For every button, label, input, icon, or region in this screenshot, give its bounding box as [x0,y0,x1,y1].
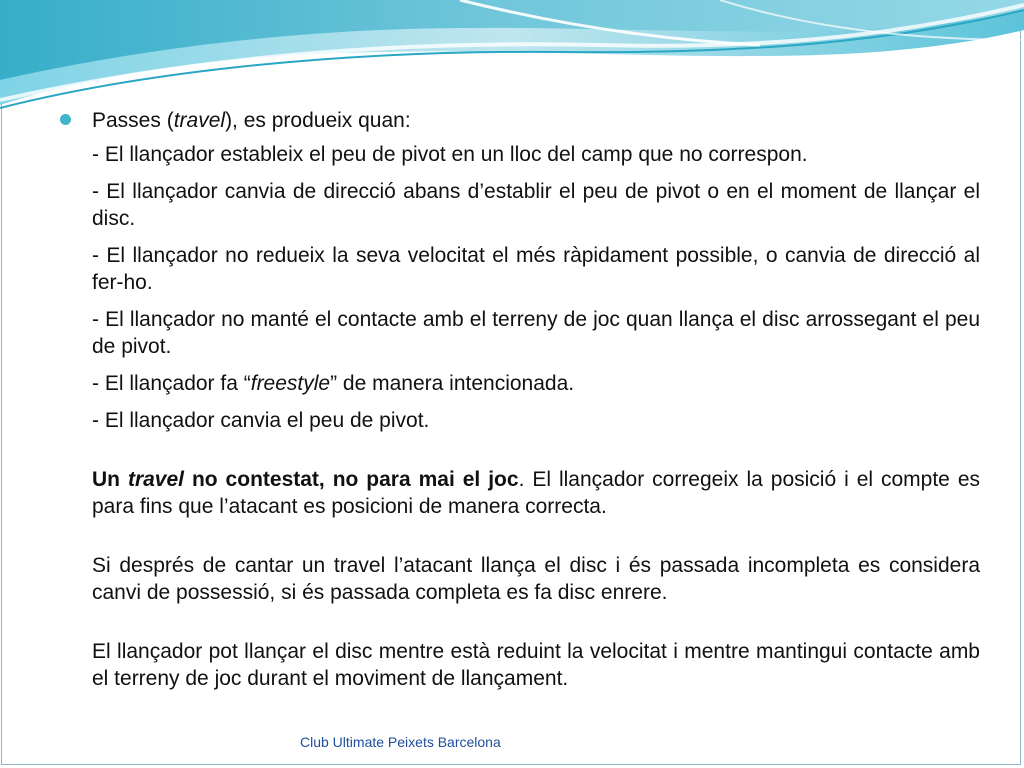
heading-text-before: Passes ( [92,109,174,132]
list-item [92,370,980,397]
item-text-after: ” de manera intencionada. [330,372,575,395]
list-item: - El llançador estableix el peu de pivot en un lloc del camp que no correspon. [92,143,808,166]
spacer [92,616,980,638]
bold-italic-term: travel [127,468,184,491]
paragraph-rest: . El llançador corregeix la posició i el compte es para fins que l’atacant es posicioni de manera correcta. [92,468,980,518]
bullet-dot-icon [60,114,71,125]
list-item: - El llançador no manté el contacte amb el terreny de joc quan llança el disc arrossegant el peu de pivot. [92,308,980,358]
item-italic-term: freestyle [250,372,331,395]
footer-text: Club Ultimate Peixets Barcelona [300,734,501,750]
bold-text-after: no contestat, no para mai el joc [184,468,519,491]
list-item: - El llançador no redueix la seva velocitat el més ràpidament possible, o canvia de direcció al fer-ho. [92,244,980,294]
list-item: - El llançador canvia el peu de pivot. [92,409,430,432]
paragraph-throw: El llançador pot llançar el disc mentre està reduint la velocitat i mentre mantingui contacte amb el terreny de joc durant el moviment de llançament. [92,640,980,690]
list-item: - El llançador canvia de direcció abans d’establir el peu de pivot o en el moment de llançar el disc. [92,180,980,230]
spacer [92,530,980,552]
item-text-before: - El llançador fa “ [92,372,251,395]
paragraph-travel-rule [92,466,980,520]
slide-body [92,107,980,702]
heading-italic-term: travel [173,109,226,132]
paragraph-possession: Si després de cantar un travel l’atacant llança el disc i és passada incompleta es considera canvi de possessió, si és passada completa es fa disc enrere. [92,554,980,604]
heading-text-after: ), es produeix quan: [225,109,411,132]
spacer [92,444,980,466]
bullet-heading [92,107,980,134]
bold-text-before: Un [92,468,128,491]
